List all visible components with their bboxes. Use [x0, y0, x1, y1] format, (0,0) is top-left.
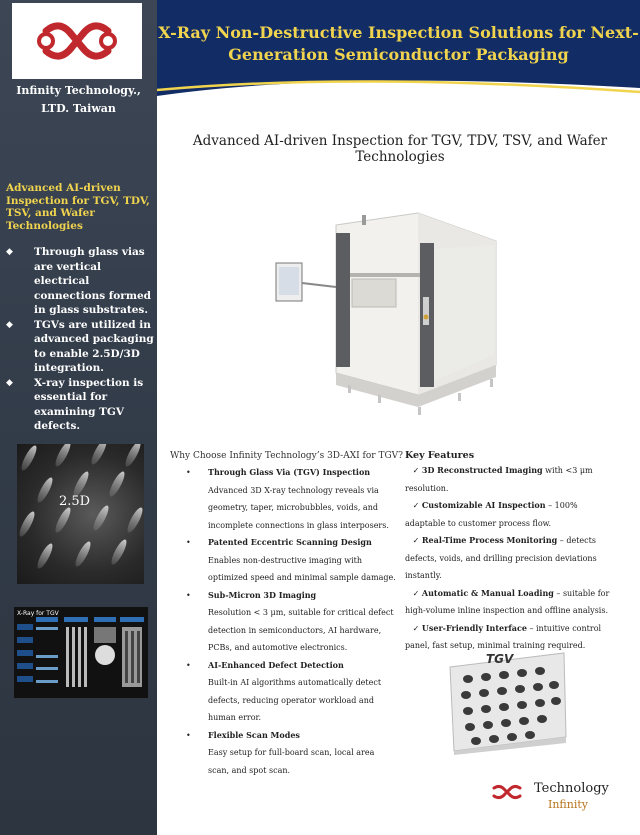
xray-vias-graphic: [17, 444, 144, 584]
bullet-dot-icon: •: [186, 538, 191, 547]
xray-2-5d-label: 2.5D: [59, 494, 91, 509]
feature-desc: Easy setup for full-board scan, local area scan, and spot scan.: [208, 748, 375, 775]
key-feature-item: ✓ Customizable AI Inspection – 100% adaptable to customer process flow.: [405, 500, 578, 528]
footer-logo: [488, 782, 526, 802]
bullet-dot-icon: •: [186, 590, 191, 600]
company-logo: [12, 3, 142, 79]
key-feature-item: ✓ Real-Time Process Monitoring – detects defects, voids, and drilling precision deviations instantly.: [405, 535, 597, 580]
check-icon: ✓: [412, 536, 420, 545]
sidebar-bullet: ◆ TGVs are utilized in advanced packaging to enable 2.5D/3D integration.: [6, 318, 154, 374]
sidebar-bullet: ◆ Through glass vias are vertical electrical connections formed in glass substrates.: [6, 246, 151, 316]
feature-item: [186, 587, 396, 657]
key-features-list: [405, 462, 617, 655]
xray-2-5d-image: [17, 444, 144, 584]
bullet-dot-icon: •: [186, 660, 191, 670]
feature-desc: Built-in AI algorithms automatically detect defects, reducing operator workload and human error.: [208, 678, 382, 722]
company-name: Infinity Technology., LTD. Taiwan: [16, 84, 141, 115]
bullet-dot-icon: •: [186, 468, 191, 477]
bullet-dot-icon: •: [186, 730, 191, 740]
feature-item: [186, 464, 396, 534]
key-feature-item: ✓ Automatic & Manual Loading – suitable for high-volume inline inspection and offline analysis.: [405, 587, 610, 615]
diamond-bullet-icon: ◆: [6, 247, 13, 257]
svg-text:TGV: TGV: [486, 652, 514, 666]
xray-machine-image: [268, 205, 498, 420]
feature-list: [186, 464, 396, 779]
feature-item: [186, 727, 396, 780]
tgv-dashboard-image: [14, 607, 148, 698]
tgv-substrate-image: [446, 645, 570, 755]
check-icon: ✓: [412, 501, 420, 510]
header-banner: [157, 0, 640, 118]
check-icon: ✓: [412, 466, 420, 475]
sidebar-subheading: Advanced AI-driven Inspection for TGV, TDV, TSV, and Wafer Technologies: [6, 182, 150, 232]
diamond-bullet-icon: ◆: [6, 377, 13, 388]
feature-desc: Advanced 3D X-ray technology reveals via geometry, taper, microbubbles, voids, and incomplete connections in glass interposers.: [208, 485, 389, 530]
feature-title: Sub-Micron 3D Imaging: [208, 589, 317, 600]
page-title: X-Ray Non-Destructive Inspection Solutions for Next-Generation Semiconductor Packaging: [158, 23, 639, 64]
feature-desc: Enables non-destructive imaging with optimized speed and minimal sample damage.: [208, 555, 396, 582]
infinity-logo-icon: [488, 782, 526, 802]
check-icon: ✓: [412, 588, 420, 598]
feature-title: Through Glass Via (TGV) Inspection: [208, 467, 371, 477]
feature-title: Flexible Scan Modes: [208, 729, 300, 740]
feature-item: [186, 657, 396, 727]
glass-substrate-graphic: [446, 645, 570, 755]
infinity-logo-icon: [12, 3, 142, 79]
feature-item: [186, 534, 396, 587]
check-icon: ✓: [412, 623, 420, 633]
svg-text:X-Ray for TGV: X-Ray for TGV: [17, 610, 59, 617]
feature-title: Patented Eccentric Scanning Design: [208, 537, 372, 547]
key-feature-item: ✓ User-Friendly Interface – intuitive control panel, fast setup, minimal training required.: [405, 622, 602, 650]
footer-brand-line1: Technology: [534, 781, 609, 796]
key-feature-item: ✓ 3D Reconstructed Imaging with <3 μm resolution.: [405, 465, 593, 493]
diamond-bullet-icon: ◆: [6, 319, 13, 330]
page-subtitle: Advanced AI-driven Inspection for TGV, TDV, TSV, and Wafer Technologies: [192, 133, 608, 165]
sidebar-bullet-list: [6, 245, 154, 434]
footer-brand-line2: Infinity: [548, 798, 589, 811]
why-choose-heading: Why Choose Infinity Technology’s 3D-AXI for TGV?: [170, 451, 403, 461]
inspection-machine-graphic: [268, 205, 498, 420]
sidebar: [0, 0, 157, 835]
dashboard-graphic: [14, 607, 148, 698]
feature-title: AI-Enhanced Defect Detection: [208, 659, 344, 670]
key-features-heading: Key Features: [405, 450, 475, 461]
feature-desc: Resolution < 3 μm, suitable for critical defect detection in semiconductors, AI hardware, PCBs, and automotive electronics.: [208, 608, 394, 652]
sidebar-bullet: ◆ X-ray inspection is essential for examining TGV defects.: [6, 376, 144, 432]
